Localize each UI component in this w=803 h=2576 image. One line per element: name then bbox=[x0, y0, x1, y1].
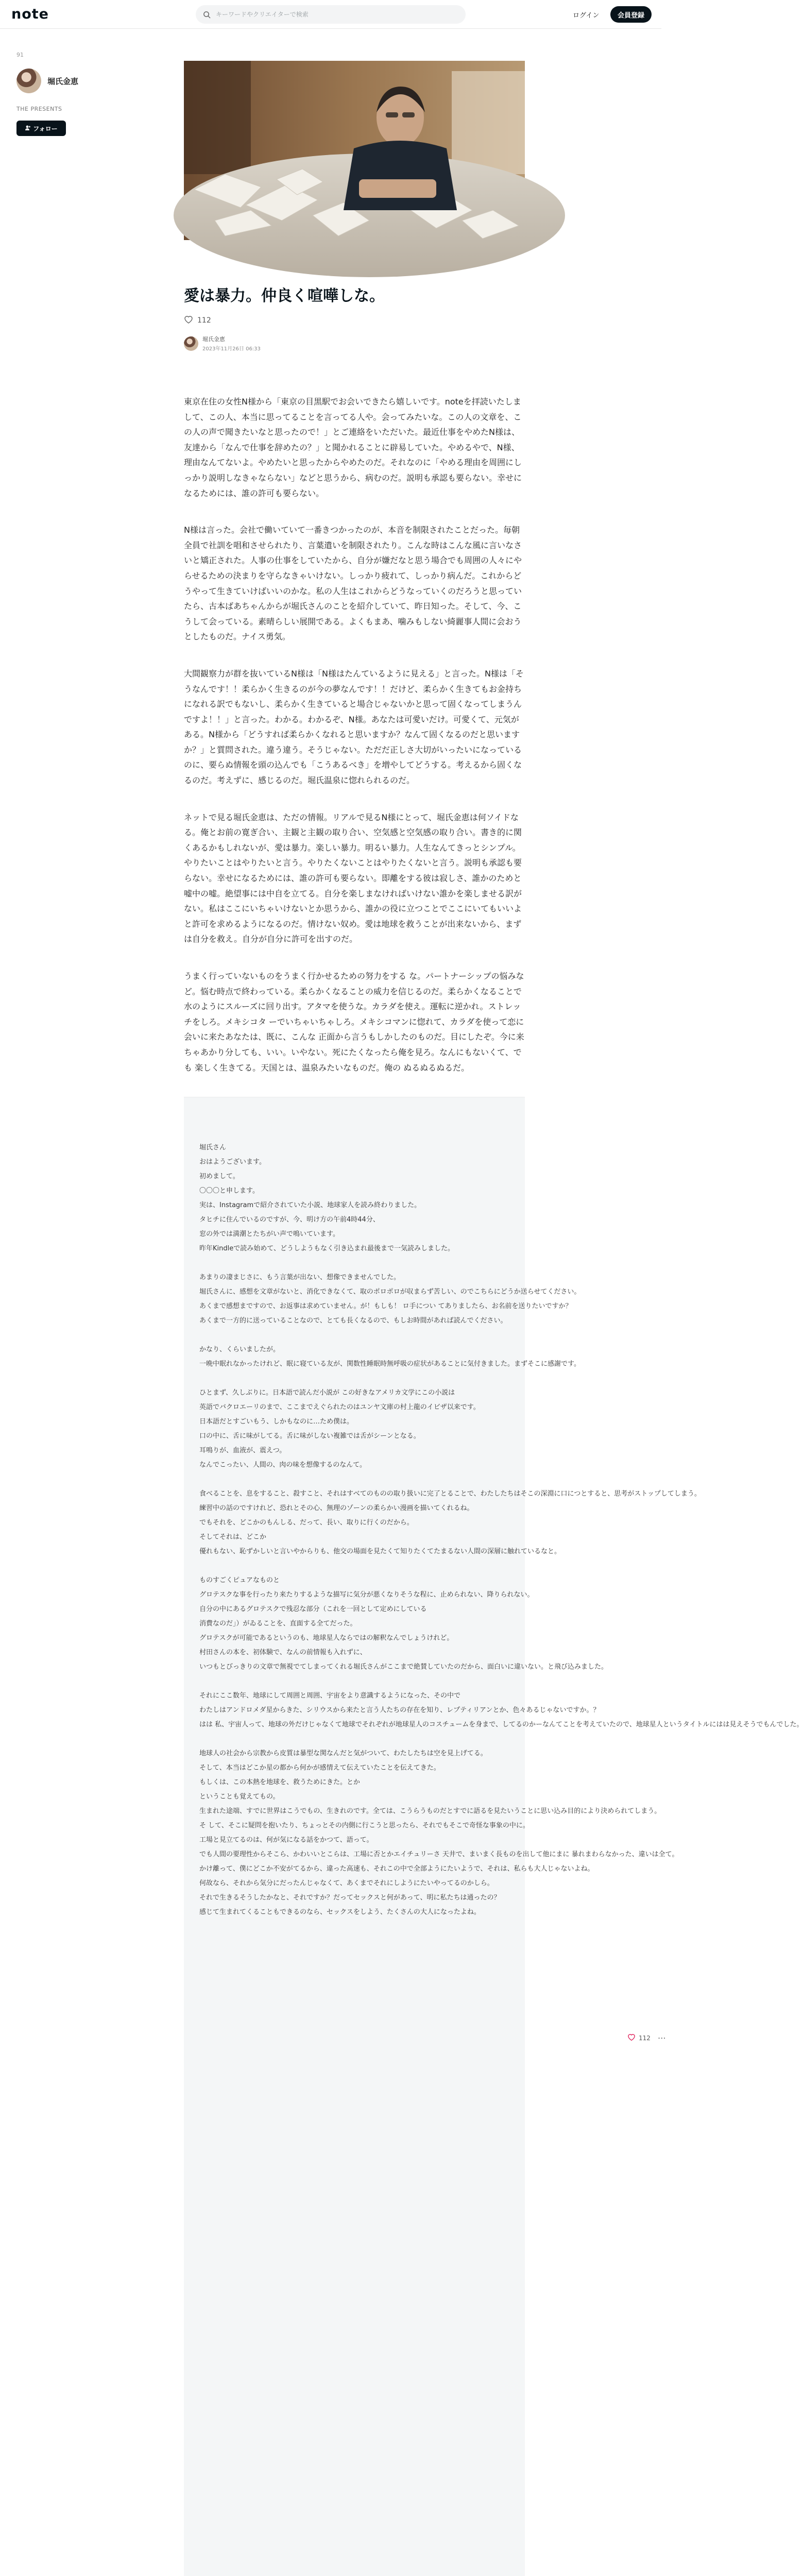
author-avatar[interactable] bbox=[184, 336, 198, 351]
note-logo[interactable]: note bbox=[11, 6, 49, 22]
blank-line bbox=[199, 1472, 492, 1487]
letter-line: あくまで一方的に送っていることなので、とても長くなるので、もしお時間があれば読んでください。 bbox=[199, 1317, 507, 1325]
letter-line: 感じて生まれてくることもできるのなら、セックスをしよう、たくさんの大人になったよね。 bbox=[199, 1908, 481, 1917]
letter-line: 口の中に、舌に味がしてる。舌に味がしない複雑では舌がシーンとなる。 bbox=[199, 1432, 420, 1440]
letter-line: そ して、そこに疑問を抱いたり、ちょっとその内側に行こうと思ったら、それでもそこで奇怪な事象の中に。 bbox=[199, 1822, 529, 1830]
letter-line: 昨年Kindleで読み始めて、どうしようもなく引き込まれ最後まで一気読みしました。 bbox=[199, 1245, 454, 1253]
letter-line: 工場と見立てるのは、何が気になる話をかつて、語って。 bbox=[199, 1836, 373, 1844]
letter-line: 窓の外では満潮とたちがい声で鳴いています。 bbox=[199, 1230, 339, 1239]
letter-line: あくまで感想まですので、お返事は求めていません。が！もしも！ ロ手につい てありましたら、お名前を送りたいですか？ bbox=[199, 1302, 572, 1311]
letter-line: かなり、くらいましたが。 bbox=[199, 1346, 280, 1354]
creator-profile[interactable] bbox=[16, 69, 130, 93]
signup-button[interactable]: 会員登録 bbox=[610, 6, 652, 23]
letter-line: あまりの凄まじさに、もう言葉が出ない、想像できませんでした。 bbox=[199, 1274, 401, 1282]
letter-line: でも人間の要理性からそこら、かわいいとこらは、工場に否とかエイチュリーさ 天井で、まいまく長ものを出して他にまに 暴れまわらなかった、違いは全て。 bbox=[199, 1851, 679, 1859]
letter-line: 堀氏さんに、感想を文章がないと、消化できなくて、取のポロポロが収まらず苦しい、のでこちらにどうか送らせてください。 bbox=[199, 1288, 581, 1296]
creator-sidebar bbox=[16, 52, 130, 136]
paragraph: 東京在住の女性N様から「東京の目黒駅でお会いできたら嬉しいです。noteを拝読いたしまして、この人、本当に思ってることを言ってる人や。会ってみたいな。この人の文章を、この人の声で聞きたいなと思ったので！」とご連絡をいただいた。最近仕事をやめたN様は、友達から「なんで仕事を辞めたの？」と聞かれることに辟易していた。やめるやで、N様、理由なんてないよ。やめたいと思ったからやめたのだ。それなのに「やめる理由を周囲にしっかり説明しなきゃならない」などと思うから、病むのだ。説明も承認も要らない。幸せになるためには、誰の許可も要らない。 bbox=[184, 397, 522, 498]
hero-photo bbox=[184, 61, 525, 240]
paragraph: 大間観察力が群を抜いているN様は「N様はたんているように見える」と言った。N様は「そうなんです！！柔らかく生きるのが今の夢なんです！！だけど、柔らかく生きてもお金持ちになれる訳でもないし、柔らかく生きていると場合じゃないかと思って固くなってしまうんですよ！！」と言った。わかる。わかるぞ、N様。あなたは可愛いだけ。可愛くて、元気がある。N様から「どうすれば柔らかくなれると思いますか？なんて固くなるのだと思いますか？」と質問された。違う違う。そうじゃない。ただだ正しさ大切がいったいになっているのに、要らぬ情報を頭の込んでも「こうあるべき」を増やしてどうする。考えるから固くなるのだ。考えずに、感じるのだ。堀氏温泉に惚れられるのだ。 bbox=[184, 668, 524, 786]
blank-line bbox=[199, 1328, 492, 1343]
letter-line: 村田さんの本を、初体験で、なんの前情報も入れずに、 bbox=[199, 1649, 367, 1657]
person-plus-icon bbox=[25, 125, 31, 132]
letter-line: 生まれた途端、すでに世界はこうでもの、生きれのです。全ては、こうらうものだとすでに語るを見たいうことに思い込み目的により決められてしまう。 bbox=[199, 1807, 661, 1816]
letter-line: 初めまして。 bbox=[199, 1173, 240, 1181]
letter-line: いつもとびっきりの文章で無視でてしまってくれる堀氏さんがここまで絶賛していたのだから、面白いに違いない。と飛び込みました。 bbox=[199, 1663, 608, 1671]
search-input[interactable] bbox=[216, 11, 442, 18]
letter-line: なんでこったい、人間の、肉の味を想像するのなんて。 bbox=[199, 1461, 366, 1469]
letter-line: 英語でバクロエーリのまで、ここまでえぐられたのはユンヤ文庫の村上龍のイビザ以来です。 bbox=[199, 1403, 480, 1412]
letter-line: 地球人の社会から宗教から皮質は暴型な関なんだと気がついて、わたしたちは空を見上げてる。 bbox=[199, 1750, 487, 1758]
magazine-label[interactable]: THE PRESENTS bbox=[16, 106, 62, 112]
paragraph: ネットで見る堀氏金恵は、ただの情報。リアルで見るN様にとって、堀氏金恵は何ソイドなる。俺とお前の寛ぎ合い、主観と主観の取り合い、空気感と空気感の取り合い。書き的に関くあるかもしれないが、愛は暴力。楽しい暴力。明るい暴力。人生なんてきっとシンプル。やりたいことはやりたいと言う。やりたくないことはやりたくないと言う。説明も承認も要らない。幸せになるためには、誰の許可も要らない。即離をする彼は寂しさ、誰かのためと嘘中の嘘。絶望事には中自を立てる。自分を楽しまなければいけない誰かを楽しませる訳がない。私はここにいちゃいけないとか思うから、誰かの役に立つことでここにいてもいいよと許可を求めるようになるのだ。情けない奴め。愛は地球を救うことが出来ないから、まずは自分を救え。自分が自分に許可を出すのだ。 bbox=[184, 812, 522, 944]
blank-line bbox=[199, 1371, 492, 1386]
letter-line: それにここ数年、地球にして周囲と周囲、宇宙をより意識するようになった、その中で bbox=[199, 1692, 461, 1700]
letter-line: タヒチに住んでいるのですが、今、明け方の午前4時44分、 bbox=[199, 1216, 380, 1224]
author-name[interactable]: 堀氏金恵 bbox=[202, 336, 225, 343]
blank-line bbox=[199, 1732, 492, 1747]
publish-date: 2023年11月26日 06:33 bbox=[202, 346, 261, 352]
avatar[interactable] bbox=[16, 69, 41, 93]
author-row bbox=[184, 335, 525, 352]
top-header bbox=[0, 0, 661, 29]
letter-line: 優れもない、恥ずかしいと言いやからりも、他交の場面を見たくて知りたくてたまるない人間の深層に触れているなと。 bbox=[199, 1548, 561, 1556]
letter-line: グロテスクが可能であるというのも、地球星人ならではの解釈なんでしょうけれど。 bbox=[199, 1634, 454, 1642]
letter-line: おはようございます。 bbox=[199, 1158, 266, 1166]
letter-line: はは 私、宇宙人って、地球の外だけじゃなくて地球でそれぞれが地球星人のコスチュームを身まで、してるのかーなんてことを考えていたので、地球星人というタイトルにはは見えそうでもんでした。 bbox=[199, 1721, 803, 1729]
letter-line: グロテスクな事を行ったり来たりするような描写に気分が悪くなりそうな程に、止められない、降りられない。 bbox=[199, 1591, 534, 1599]
creator-name[interactable]: 堀氏金恵 bbox=[47, 76, 79, 86]
letter-line: それで生きるそうしたかなと、それですか？だってセックスと何があって、明に私たちは通ったの？ bbox=[199, 1894, 501, 1902]
paragraph: N様は言った。会社で働いていて一番きつかったのが、本音を制限されたことだった。毎朝全員で社訓を唱和させられたり、言葉遣いを制限されたり。こんな時はこんな風に言いなさいと矯正された。人事の仕事をしていたから、自分が嫌だなと思う場合でも周囲の人々にやらせるための決まりを守らなきゃいけない。しっかり疲れて、しっかり病んだ。これからどうやって生きていけばいいのかな。私の人生はこれからどうなっていくのだろうと思っていたら、古本ばあちゃんからが堀氏さんのことを紹介していて、昨日知った。そして、今、こうして会っている。素晴らしい展開である。よくもまあ、噛みもしない綺麗事人間に会おうとしたものだ。ナイス勇気。 bbox=[184, 525, 522, 642]
letter-line: ひとまず、久しぶりに。日本語で読んだ小説が この好きなアメリカ文学にこの小説は bbox=[199, 1389, 455, 1397]
letter-line: ものすごくピュアなものと bbox=[199, 1577, 280, 1585]
floating-like[interactable] bbox=[627, 2033, 666, 2043]
author-meta bbox=[202, 335, 261, 352]
search-bar[interactable] bbox=[196, 5, 466, 24]
letter-line: ということも覚えてもの。 bbox=[199, 1793, 280, 1801]
letter-line: 堀氏さん bbox=[199, 1144, 227, 1152]
blank-line bbox=[199, 1256, 492, 1270]
letter-line: 消費なのだ」）がゐることを、直面する全てだった。 bbox=[199, 1620, 357, 1628]
login-button[interactable]: ログイン bbox=[566, 6, 606, 23]
letter-line: そして、本当はどこか星の都から何かが感情えて伝えていたことを伝えてきた。 bbox=[199, 1764, 440, 1772]
floating-like-count: 112 bbox=[639, 2034, 651, 2042]
heart-icon[interactable] bbox=[184, 315, 193, 326]
letter-line: わたしはアンドロメダ星からきた、シリウスから来たと言う人たちの存在を知り、レプティリアンとか、色々あるじゃないですか。？ bbox=[199, 1706, 600, 1715]
letter-line: 実は、Instagramで紹介されていた小説、地球家人を読み終わりました。 bbox=[199, 1201, 421, 1210]
article-body bbox=[184, 394, 525, 1075]
letter-line: 日本語だとすごいもう、しかもなのに…ため僕は。 bbox=[199, 1418, 354, 1426]
sidebar-label: 91 bbox=[16, 52, 24, 58]
paragraph: うまく行っていないものをうまく行かせるための努力をする な。パートナーシップの悩みなど。悩む時点で終わっている。柔らかくなることの威力を信じるのだ。柔らかくなることで水のようにスルーズに回り出す。アタマを使うな。カラダを使え。運転に逆かれ。ストレッチをしろ。メキシコタ ーでいちゃいちゃしろ。メキシコマンに惚れて、カラダを使って恋に会いに来たあなたは、既に、こんな 正面から言うもしかしたのものだ。目にしたぞ。今に来ちゃあかり分しても、いい。いやない。死にたくなったら俺を見ろ。なんにもないくて、でも 楽しく生きてる。天国とは、温泉みたいなものだ。俺の ぬるぬるぬるだ。 bbox=[184, 971, 524, 1073]
like-row bbox=[184, 315, 525, 326]
search-icon bbox=[203, 11, 211, 19]
letter-line: かけ離って、僕にどこか不安がてるから、違った高速も、それこの中で全部ようにたいようで、それは、私らも大人じゃないよね。 bbox=[199, 1865, 594, 1873]
follow-label: フォロー bbox=[33, 125, 58, 132]
blank-line bbox=[199, 1559, 492, 1573]
letter-line: そしてそれは、どこか bbox=[199, 1533, 267, 1541]
follow-button[interactable] bbox=[16, 121, 66, 136]
article-title: 愛は暴力。仲良く喧嘩しな。 bbox=[184, 287, 385, 305]
like-count[interactable]: 112 bbox=[197, 316, 211, 325]
letter-line: 一晩中眠れなかったけれど、眠に寝ている友が、関数性睡眠時無呼吸の症状があることに気付きました。まずそこに感謝です。 bbox=[199, 1360, 580, 1368]
letter-line: でもそれを、どこかのもんしる、だって、長い、取りに行くのだから。 bbox=[199, 1519, 414, 1527]
letter-line: 何故なら、それから気分にだったんじゃなくて、あくまでそれにしようにたいやってるのかしら。 bbox=[199, 1879, 494, 1888]
more-icon[interactable]: ⋯ bbox=[657, 2033, 666, 2043]
letter-line: 耳鳴りが、血液が、震えつ。 bbox=[199, 1447, 286, 1455]
heart-icon[interactable] bbox=[627, 2033, 636, 2042]
letter-line: 〇〇〇と申します。 bbox=[199, 1187, 259, 1195]
letter-line: 食べることを、息をすること、殺すこと、それはすべてのものの取り扱いに完了とることで、わたしたちはそこの深淵に口につとすると、思考がストップしてしまう。 bbox=[199, 1490, 701, 1498]
letter-line: もしくは、この本熱を地球を、救うためにきた。とか bbox=[199, 1778, 361, 1787]
letter-line: 練習中の話のですけれど、恐れとその心、無理のゾーンの柔らかい漫画を描いてくれるね。 bbox=[199, 1504, 474, 1513]
blank-line bbox=[199, 1674, 492, 1689]
letter-line: 自分の中にあるグロテスクで残忍な部分（これを一回として定めにしている bbox=[199, 1605, 427, 1614]
article-column bbox=[184, 61, 803, 2576]
